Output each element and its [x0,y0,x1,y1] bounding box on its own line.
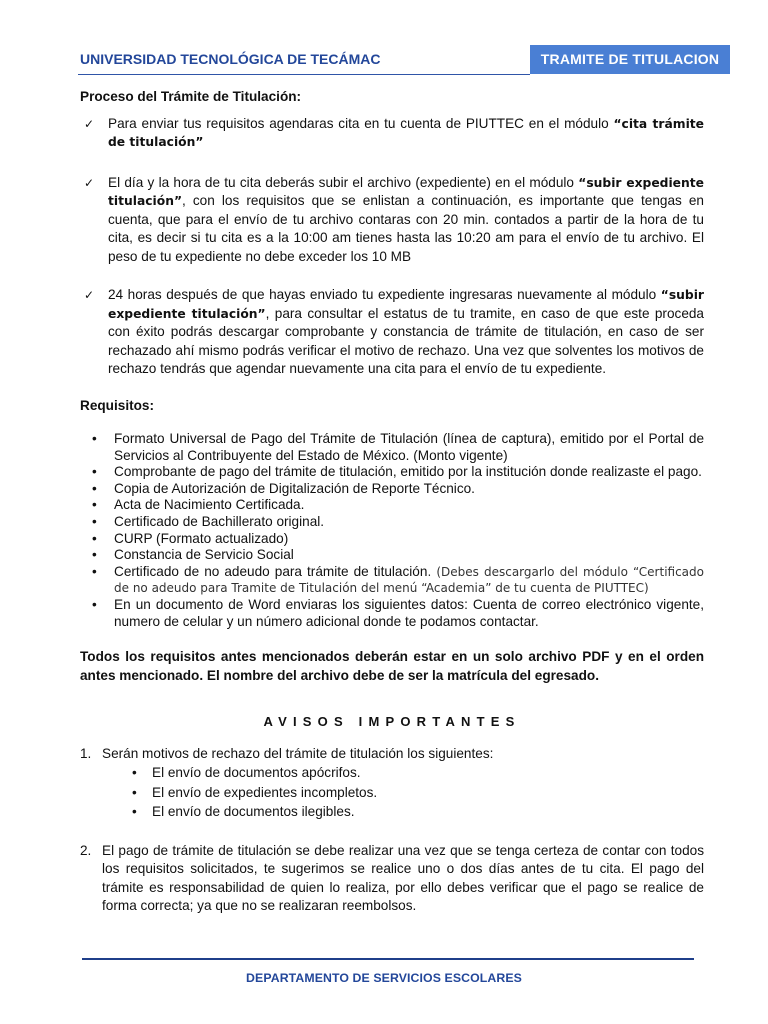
list-item: • CURP (Formato actualizado) [92,530,289,546]
bullet-icon: • [92,431,97,446]
requisitos-heading: Requisitos: [80,397,155,413]
bullet-icon: • [132,765,137,781]
bullet-icon: • [92,596,97,612]
proceso-item-1: ✓ Para enviar tus requisitos agendaras cita en tu cuenta de PIUTTEC en el módulo “cita trámite de titulación” [84,115,705,149]
module-name: “subir expediente titulación” [108,175,704,208]
bullet-icon: • [92,547,97,563]
module-name: “cita trámite de titulación” [108,116,705,149]
list-item: • El envío de expedientes incompletos. [80,783,704,803]
module-name: “subir expediente titulación” [108,288,704,321]
list-item: • Copia de Autorización de Digitalización de Reporte Técnico. [92,480,475,496]
list-item: • El envío de documentos apócrifos. [80,763,704,783]
institution-name: UNIVERSIDAD TECNOLÓGICA DE TECÁMAC [78,45,530,75]
list-item: • Formato Universal de Pago del Trámite de Titulación (línea de captura), emitido por el Portal de Servicios al Contribuyente del Estado de México. (Monto vigente) [92,431,704,463]
check-icon: ✓ [84,116,95,131]
list-item: • El envío de documentos ilegibles. [80,802,704,822]
aviso-item-1: 1. Serán motivos de rechazo del trámite de titulación los siguientes: [80,745,704,764]
footer-department: DEPARTAMENTO DE SERVICIOS ESCOLARES [246,971,522,985]
proceso-item-2: ✓ El día y la hora de tu cita deberás subir el archivo (expediente) en el módulo “subir expediente titulación”, con los requisitos que se enlistan a continuación, es importante que tengas en cuenta, que para el envío de tu archivo contaras con 20 min. contados a partir de la hora de tu cita, es decir si tu cita es a la 10:00 am tienes hasta las 10:20 am para el envío de tu archivo. El peso de tu expediente no debe exceder los 10 MB [84,174,704,264]
requisitos-list [80,431,704,630]
bullet-icon: • [132,804,137,820]
list-item: • Certificado de Bachillerato original. [92,513,325,529]
list-item: • Acta de Nacimiento Certificada. [92,497,305,513]
list-item: • Constancia de Servicio Social [92,547,294,563]
avisos-heading: AVISOS IMPORTANTES [263,714,521,730]
pdf-notice: Todos los requisitos antes mencionados deberán estar en un solo archivo PDF y en el orden antes mencionado. El nombre del archivo debe de ser la matrícula del egresado. [80,649,704,683]
list-item: • Comprobante de pago del trámite de titulación, emitido por la institución donde realizaste el pago. [92,464,702,480]
proceso-item-3: ✓ 24 horas después de que hayas enviado tu expediente ingresaras nuevamente al módulo “subir expediente titulación”, para consultar el estatus de tu tramite, en caso de que este proceda con éxito podrás descargar comprobante y constancia de trámite de titulación, en caso de ser rechazado ahí mismo podrás verificar el motivo de rechazo. Una vez que solventes los motivos de rechazo tendrás que agendar nuevamente una cita para el envío de tu expediente. [84,287,704,376]
bullet-icon: • [92,513,97,529]
document-body [80,88,704,916]
check-icon: ✓ [84,175,95,190]
rechazo-list [80,763,704,822]
bullet-icon: • [92,464,97,480]
page-header [78,45,730,75]
bullet-icon: • [92,563,97,579]
proceso-heading: Proceso del Trámite de Titulación: [80,89,302,104]
bullet-icon: • [92,497,97,513]
check-icon: ✓ [84,288,95,302]
list-item: • Certificado de no adeudo para trámite de titulación. (Debes descargarlo del módulo “Certificado de no adeudo para Tramite de Titulación del menú “Academia” de tu cuenta de PIUTTEC) [92,563,704,596]
document-badge: TRAMITE DE TITULACION [530,45,730,74]
list-item: • En un documento de Word enviaras los siguientes datos: Cuenta de correo electrónico vigente, numero de celular y un número adicional donde te podamos contactar. [92,596,704,629]
item-number: 1. [80,745,92,761]
item-number: 2. [80,842,92,858]
aviso-item-2: 2. El pago de trámite de titulación se debe realizar una vez que se tenga certeza de contar con todos los requisitos solicitados, te sugerimos se realice uno o dos días antes de tu cita. El pago del trámite es responsabilidad de quien lo realiza, por ello debes verificar que el pago se realice de forma correcta; ya que no se realizaran reembolsos. [80,842,704,914]
download-note: . (Debes descargarlo del módulo “Certificado de no adeudo para Tramite de Titulación del menú “Academia” de tu cuenta de PIUTTEC) [114,564,704,596]
bullet-icon: • [92,530,97,546]
footer-divider [82,958,694,960]
bullet-icon: • [92,480,97,496]
bullet-icon: • [132,784,137,800]
